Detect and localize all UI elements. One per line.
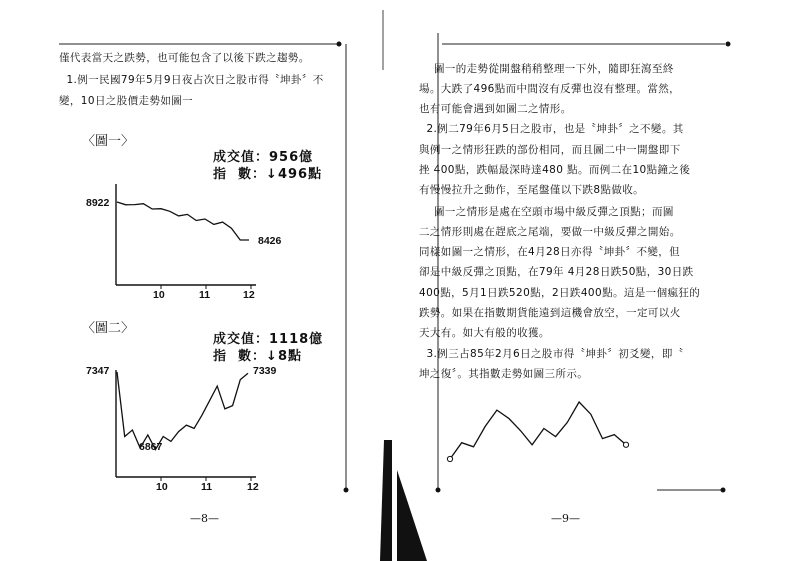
figure3-chart	[397, 0, 793, 561]
left-page-number: —8—	[190, 512, 219, 525]
right-paragraph-line-7: 有慢慢拉升之動作，至尾盤僅以下跌8點做收。	[419, 184, 645, 196]
figure1-end-value: 8426	[258, 235, 282, 247]
figure3-end-point	[623, 442, 628, 447]
left-page	[0, 0, 396, 561]
figure2-low-value: 6867	[139, 441, 163, 453]
figure2-volume: 成交值：1118億	[213, 332, 324, 347]
figure2-start-value: 7347	[86, 365, 110, 377]
figure1-volume: 成交值：956億	[213, 150, 314, 165]
right-paragraph-line-4: 2.例二79年6月5日之股市，也是〝坤卦〞之不變。其	[419, 123, 684, 135]
right-paragraph-line-2: 場。大跌了496點而中間沒有反彈也沒有整理。當然，	[419, 83, 681, 95]
figure1-tick-11: 11	[199, 289, 211, 301]
figure2-index: 指 數：↓8點	[213, 349, 302, 364]
figure2-tick-11: 11	[201, 481, 213, 493]
figure1-index: 指 數：↓496點	[213, 167, 323, 182]
left-paragraph-line-2: 1.例一民國79年5月9日夜占次日之股市得〝坤卦〞不	[59, 74, 324, 86]
right-paragraph-line-15: 3.例三占85年2月6日之股市得〝坤卦〞初爻變，即〝	[419, 348, 684, 360]
right-page	[397, 0, 793, 561]
figure2-tick-12: 12	[247, 481, 259, 493]
figure1-tick-12: 12	[243, 289, 255, 301]
figure3-series-line	[450, 402, 626, 459]
right-paragraph-line-13: 跌勢。如果在指數期貨能遠到這機會放空，一定可以火	[419, 307, 681, 319]
figure2-chart	[0, 0, 396, 561]
right-paragraph-line-5: 與例一之情形狂跌的部份相同，而且圖二中一開盤即下	[419, 144, 681, 156]
right-paragraph-line-12: 400點，5月1日跌520點，2日跌400點。這是一個瘋狂的	[419, 287, 701, 299]
figure1-label: 〈圖一〉	[82, 134, 135, 149]
left-paragraph-line-3: 變，10日之股價走勢如圖一	[59, 95, 194, 107]
figure2-end-value: 7339	[253, 365, 277, 377]
right-page-number: —9—	[551, 512, 580, 525]
figure2-tick-10: 10	[156, 481, 168, 493]
right-paragraph-line-3: 也有可能會遇到如圖二之情形。	[419, 103, 572, 115]
figure1-start-value: 8922	[86, 197, 110, 209]
figure2-label: 〈圖二〉	[82, 321, 135, 336]
figure3-start-point	[447, 456, 452, 461]
figure1-tick-10: 10	[153, 289, 165, 301]
gutter-shadow	[380, 0, 392, 561]
figure2-series-line	[117, 372, 248, 450]
right-paragraph-line-8: 圖一之情形是處在空頭市場中級反彈之頂點；而圖	[419, 206, 674, 218]
left-paragraph-line-1: 僅代表當天之跌勢，也可能包含了以後下跌之趨勢。	[59, 52, 310, 64]
right-paragraph-line-1: 圖一的走勢從開盤稍稍整理一下外，隨即狂瀉至終	[419, 63, 674, 75]
right-paragraph-line-16: 坤之復〞。其指數走勢如圖三所示。	[419, 368, 589, 380]
right-paragraph-line-11: 卻是中級反彈之頂點，在79年 4月28日跌50點，30日跌	[419, 266, 694, 278]
right-paragraph-line-10: 同樣如圖一之情形，在4月28日亦得〝坤卦〞不變，但	[419, 246, 681, 258]
right-paragraph-line-6: 挫 400點，跌幅最深時達480 點。而例二在10點鐘之後	[419, 164, 691, 176]
right-paragraph-line-9: 二之情形則處在趕底之尾端，要做一中級反彈之開始。	[419, 226, 681, 238]
right-paragraph-line-14: 天大有。如大有般的收獲。	[419, 327, 550, 339]
